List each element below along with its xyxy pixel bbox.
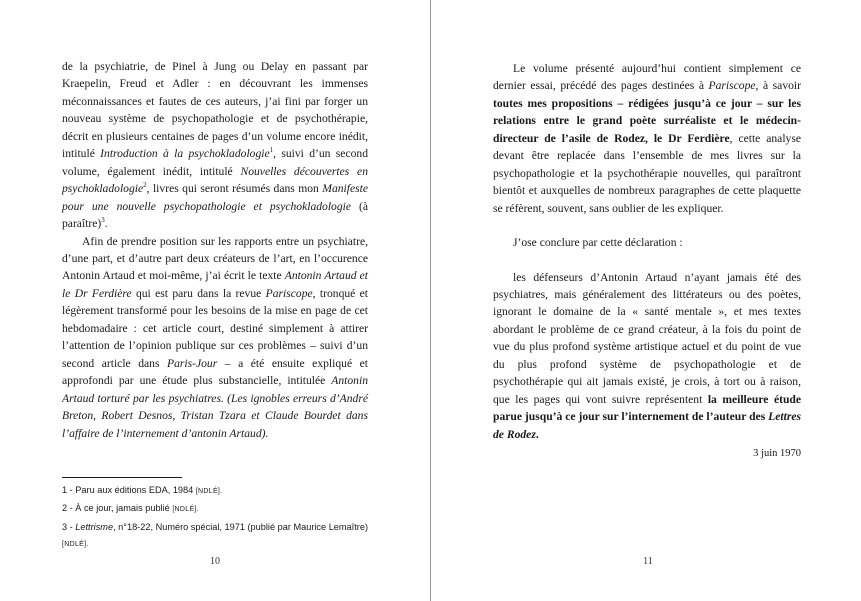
paragraph-volume: Le volume présenté aujourd’hui contient simplement ce dernier essai, précédé des pages destinées à Pariscope, à savoir toutes mes propositions – rédigées jusqu’à ce jour – sur les relations entre le grand poète surréaliste et le médecin-directeur de l’asile de Rodez, le Dr Ferdière, cette analyse devant être replacée dans l’ensemble de mes livres sur la psychopathologie et la psychothérapie nouvelles, qui paraîtront bientôt et auxquelles de nombreux paragraphes de cette plaquette se réfèrent, souvent, sans oublier de les expliquer. (493, 62, 801, 215)
left-page-body (62, 58, 368, 442)
date-signature: 3 juin 1970 (753, 448, 801, 460)
page-number-right: 11 (643, 556, 653, 567)
footnote-2: 2 - À ce jour, jamais publié [NDLÉ]. (62, 503, 199, 514)
page-number-left: 10 (210, 556, 220, 567)
footnote-ref-2[interactable]: 2 (143, 181, 147, 190)
footnote-ref-3[interactable]: 3 (101, 216, 105, 225)
right-page-body (493, 60, 801, 463)
footnote-divider (62, 477, 182, 478)
paragraph-psychokladologie: de la psychiatrie, de Pinel à Jung ou Delay en passant par Kraepelin, Freud et Adler : en découvrant les immenses méconnaissances et fautes de ces auteurs, j’ai fini par forger un nouveau système de psychopathologie et de psychothérapie, décrit en plusieurs centaines de pages d’un volume encore inédit, intitulé Introduction à la psychokladologie$^1$, suivi d’un second volume, également inédit, intitulé Nouvelles découvertes en psychokladologie$^2$, livres qui seront résumés dans mon Manifeste pour une nouvelle psychopathologie et psychokladologie (à paraître)$^3$. (62, 60, 368, 231)
paragraph-declaration: les défenseurs d’Antonin Artaud n’ayant jamais été des psychiatres, mais généralement des littérateurs ou des poètes, ignorant le domaine de la « santé mentale », et mes textes abordant le problème de ce grand créateur, à la fois du point de vue du plus profond système artistique actuel et du point de vue du plus profond système de psychopathologie et de psychothérapie qui ait jamais existé, je crois, à tort ou à raison, que les pages qui vont suivre représentent la meilleure étude parue jusqu’à ce jour sur l’internement de l’auteur des Lettres de Rodez. (493, 270, 801, 441)
paragraph-artaud-ferdiere: Afin de prendre position sur les rapports entre un psychiatre, d’une part, et d’autre part deux créateurs de l’art, en l’occurence Antonin Artaud et moi-même, j’ai écrit le texte Antonin Artaud et le Dr Ferdière qui est paru dans la revue Pariscope, tronqué et légèrement transformé pour les besoins de la mise en page de cet hebdomadaire : cet article court, destiné simplement à attirer l’attention de l’opinion publique sur ces problèmes – suivi d’un second article dans Paris-Jour – a été ensuite expliqué et approfondi par une étude plus substancielle, intitulée Antonin Artaud torturé par les psychiatres. (Les ignobles erreurs d’André Breton, Robert Desnos, Tristan Tzara et Claude Bourdet dans l’affaire de l’internement d’antonin Artaud). (62, 234, 369, 440)
footnote-1: 1 - Paru aux éditions EDA, 1984 [NDLÉ]. (62, 485, 223, 495)
paragraph-declaration-intro: J’ose conclure par cette déclaration : (513, 236, 683, 250)
left-page (0, 0, 430, 601)
footnotes (62, 482, 372, 553)
right-page (431, 0, 861, 601)
footnote-ref-1[interactable]: 1 (269, 146, 274, 155)
footnote-3: 3 - Lettrisme, n°18-22, Numéro spécial, 1971 (publié par Maurice Lemaître) [NDLÉ]. (62, 521, 369, 548)
